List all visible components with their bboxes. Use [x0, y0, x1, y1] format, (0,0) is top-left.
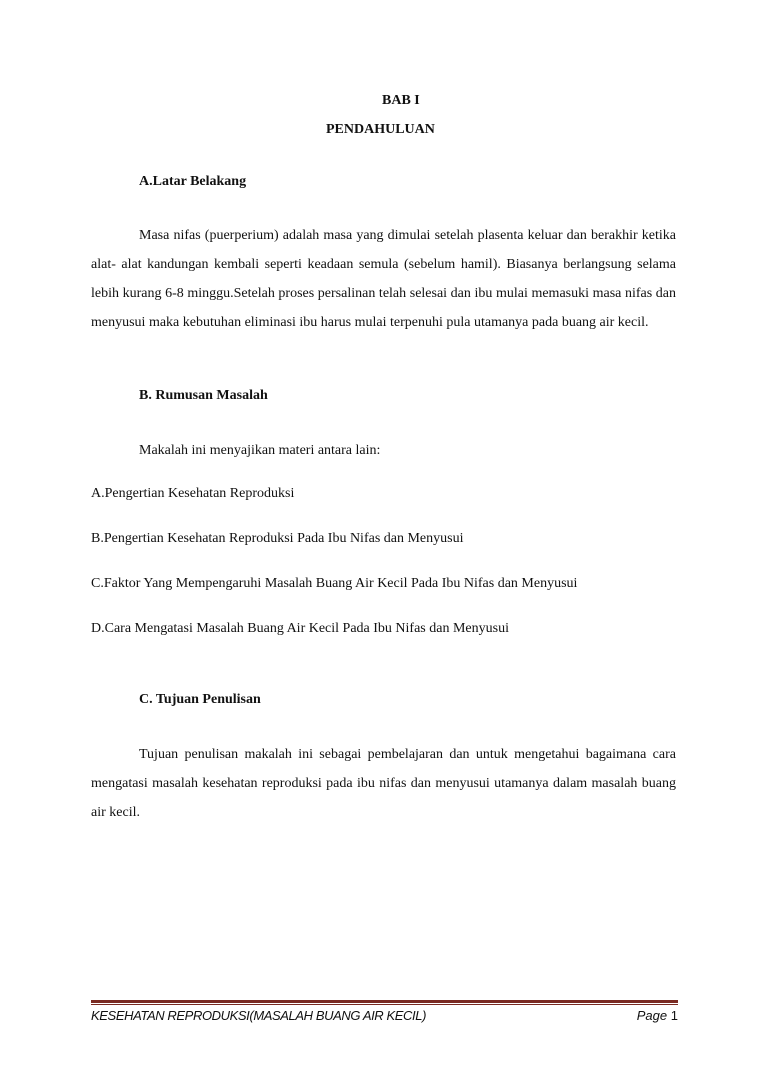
chapter-title: PENDAHULUAN — [326, 122, 435, 137]
page-label: Page — [636, 1008, 668, 1023]
list-item: B.Pengertian Kesehatan Reproduksi Pada Ibu Nifas dan Menyusui — [91, 531, 464, 546]
footer-rule-thin — [91, 1004, 678, 1005]
paragraph-tujuan-text: Tujuan penulisan makalah ini sebagai pembelajaran dan untuk mengetahui bagaimana cara mengatasi masalah kesehatan reproduksi pada ibu nifas dan menyusui utamanya dalam masalah buang air kecil. — [91, 747, 676, 820]
list-item: C.Faktor Yang Mempengaruhi Masalah Buang Air Kecil Pada Ibu Nifas dan Menyusui — [91, 576, 578, 591]
page-number: 1 — [670, 1008, 678, 1023]
section-heading-latar-belakang: A.Latar Belakang — [139, 174, 247, 189]
paragraph-latar-belakang — [91, 221, 676, 337]
footer-title: KESEHATAN REPRODUKSI(MASALAH BUANG AIR KECIL) — [91, 1008, 426, 1023]
paragraph-tujuan-penulisan — [91, 740, 676, 827]
paragraph-latar-text: Masa nifas (puerperium) adalah masa yang dimulai setelah plasenta keluar dan berakhir ketika alat- alat kandungan kembali seperti keadaan semula (sebelum hamil). Biasanya berlangsung selama lebih kurang 6-8 minggu.Setelah proses persalinan telah selesai dan ibu mulai memasuki masa nifas dan menyusui maka kebutuhan eliminasi ibu harus mulai terpenuhi pula utamanya pada buang air kecil. — [91, 228, 676, 330]
chapter-number: BAB I — [382, 93, 420, 108]
list-item: D.Cara Mengatasi Masalah Buang Air Kecil Pada Ibu Nifas dan Menyusui — [91, 621, 509, 636]
rumusan-intro: Makalah ini menyajikan materi antara lain: — [139, 443, 381, 458]
section-heading-tujuan-penulisan: C. Tujuan Penulisan — [139, 692, 261, 707]
footer-rule — [91, 1000, 678, 1003]
list-item: A.Pengertian Kesehatan Reproduksi — [91, 486, 295, 501]
section-heading-rumusan-masalah: B. Rumusan Masalah — [139, 388, 268, 403]
footer-page-number — [637, 1008, 678, 1023]
